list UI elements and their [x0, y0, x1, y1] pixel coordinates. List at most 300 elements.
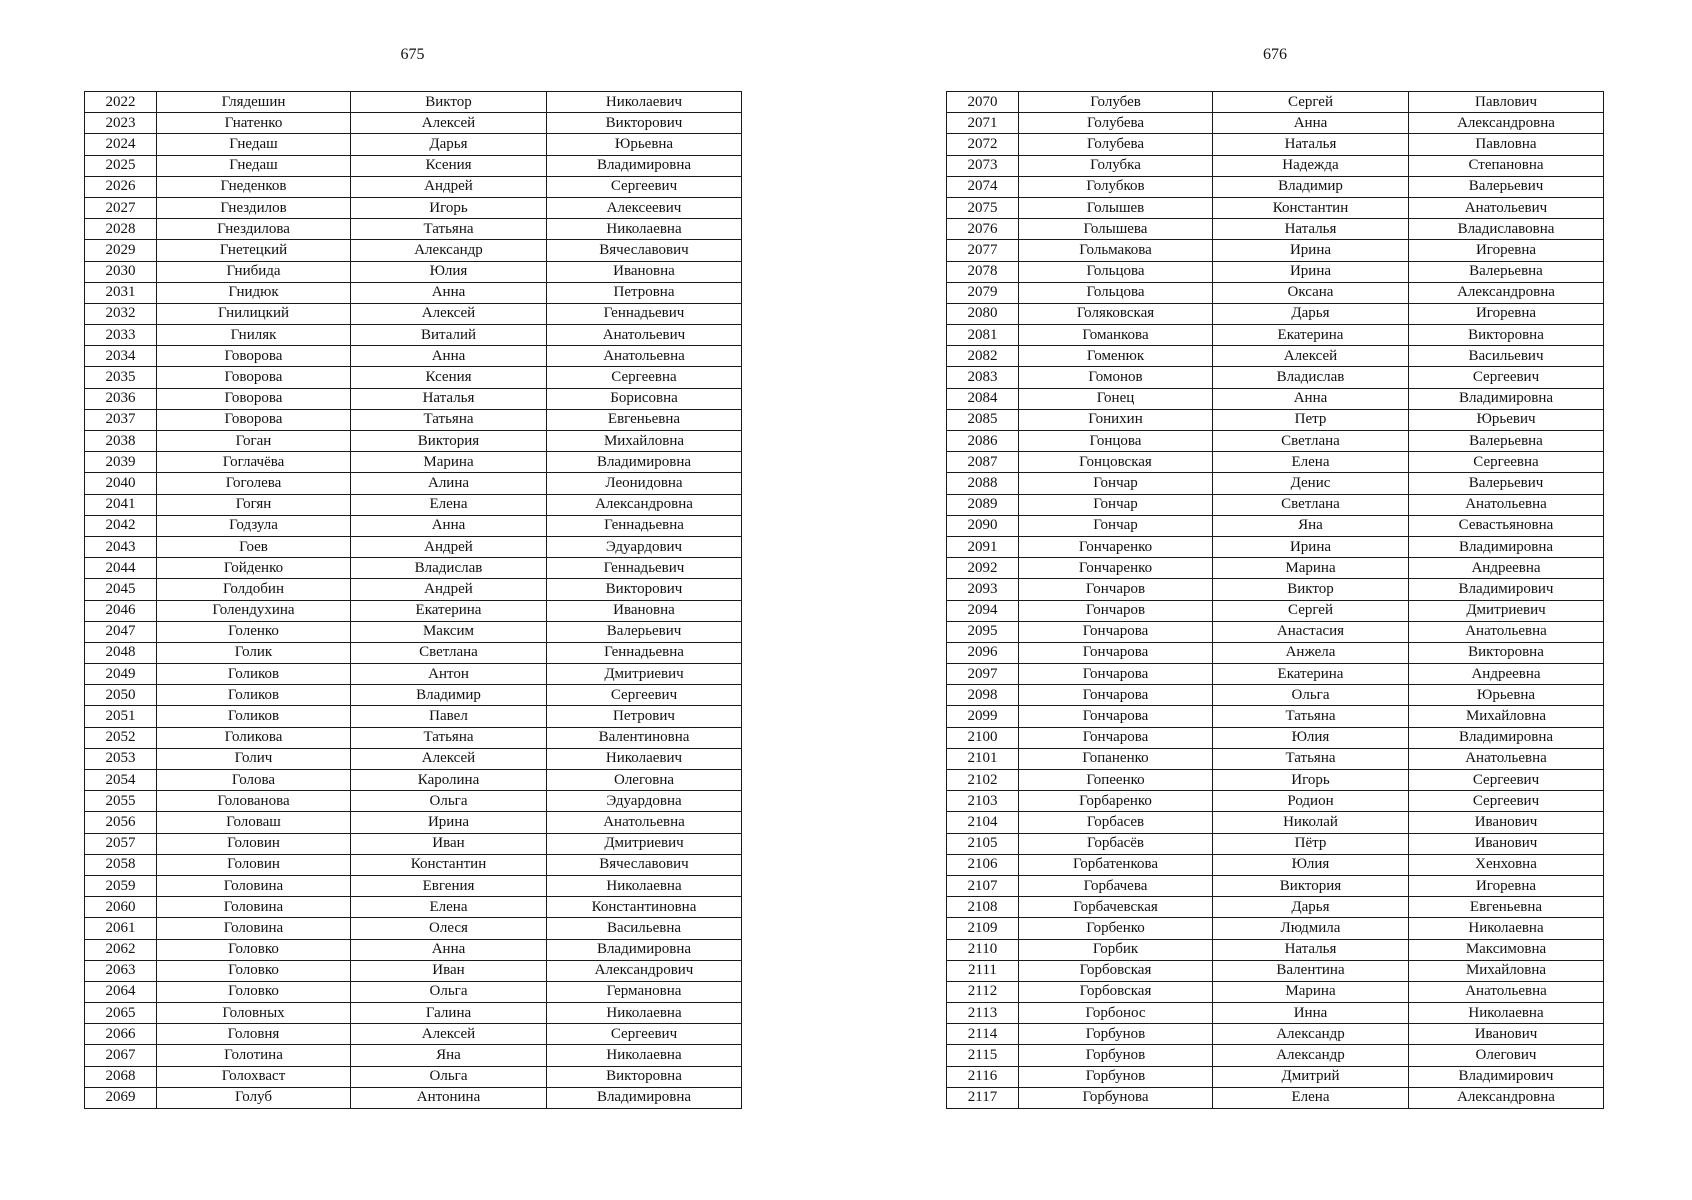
surname-cell: Голендухина — [157, 600, 351, 621]
table-row — [85, 579, 742, 600]
table-row — [85, 473, 742, 494]
table-row — [947, 706, 1604, 727]
table-row — [947, 113, 1604, 134]
table-row — [85, 240, 742, 261]
table-row — [85, 854, 742, 875]
row-number-cell: 2049 — [85, 664, 157, 685]
row-number-cell: 2045 — [85, 579, 157, 600]
patronymic-cell: Игоревна — [1409, 875, 1604, 896]
table-row — [85, 388, 742, 409]
roster-body-left — [85, 92, 742, 1109]
surname-cell: Гончаров — [1019, 600, 1213, 621]
first-name-cell: Родион — [1213, 791, 1409, 812]
surname-cell: Гольцова — [1019, 261, 1213, 282]
patronymic-cell: Владимировна — [1409, 727, 1604, 748]
surname-cell: Гончаренко — [1019, 558, 1213, 579]
surname-cell: Гниляк — [157, 325, 351, 346]
patronymic-cell: Владимирович — [1409, 1066, 1604, 1087]
surname-cell: Гнездилов — [157, 197, 351, 218]
surname-cell: Гнатенко — [157, 113, 351, 134]
surname-cell: Головко — [157, 981, 351, 1002]
patronymic-cell: Олеговна — [547, 770, 742, 791]
row-number-cell: 2067 — [85, 1045, 157, 1066]
patronymic-cell: Сергеевич — [1409, 791, 1604, 812]
patronymic-cell: Евгеньевна — [1409, 897, 1604, 918]
surname-cell: Горбовская — [1019, 960, 1213, 981]
table-row — [947, 770, 1604, 791]
surname-cell: Гончар — [1019, 473, 1213, 494]
row-number-cell: 2088 — [947, 473, 1019, 494]
surname-cell: Голубев — [1019, 92, 1213, 113]
row-number-cell: 2081 — [947, 325, 1019, 346]
first-name-cell: Виктория — [1213, 875, 1409, 896]
table-row — [85, 770, 742, 791]
row-number-cell: 2076 — [947, 219, 1019, 240]
first-name-cell: Игорь — [351, 197, 547, 218]
row-number-cell: 2027 — [85, 197, 157, 218]
patronymic-cell: Геннадьевна — [547, 515, 742, 536]
row-number-cell: 2064 — [85, 981, 157, 1002]
patronymic-cell: Степановна — [1409, 155, 1604, 176]
patronymic-cell: Геннадьевна — [547, 642, 742, 663]
row-number-cell: 2040 — [85, 473, 157, 494]
surname-cell: Гнедаш — [157, 155, 351, 176]
surname-cell: Головко — [157, 960, 351, 981]
row-number-cell: 2023 — [85, 113, 157, 134]
surname-cell: Головаш — [157, 812, 351, 833]
table-row — [85, 960, 742, 981]
patronymic-cell: Николаевна — [547, 875, 742, 896]
first-name-cell: Яна — [1213, 515, 1409, 536]
surname-cell: Голдобин — [157, 579, 351, 600]
first-name-cell: Ольга — [351, 1066, 547, 1087]
surname-cell: Горбонос — [1019, 1003, 1213, 1024]
patronymic-cell: Эдуардович — [547, 536, 742, 557]
surname-cell: Гойденко — [157, 558, 351, 579]
table-row — [85, 727, 742, 748]
table-row — [85, 642, 742, 663]
first-name-cell: Евгения — [351, 875, 547, 896]
first-name-cell: Оксана — [1213, 282, 1409, 303]
table-row — [85, 409, 742, 430]
first-name-cell: Виктория — [351, 431, 547, 452]
surname-cell: Гопаненко — [1019, 748, 1213, 769]
first-name-cell: Виталий — [351, 325, 547, 346]
row-number-cell: 2029 — [85, 240, 157, 261]
row-number-cell: 2090 — [947, 515, 1019, 536]
patronymic-cell: Ивановна — [547, 600, 742, 621]
first-name-cell: Инна — [1213, 1003, 1409, 1024]
first-name-cell: Владимир — [1213, 176, 1409, 197]
row-number-cell: 2043 — [85, 536, 157, 557]
page-number-right: 676 — [1263, 46, 1287, 63]
table-row — [947, 346, 1604, 367]
row-number-cell: 2096 — [947, 642, 1019, 663]
first-name-cell: Ирина — [351, 812, 547, 833]
table-row — [85, 1066, 742, 1087]
surname-cell: Гончарова — [1019, 621, 1213, 642]
surname-cell: Говорова — [157, 409, 351, 430]
table-row — [85, 748, 742, 769]
surname-cell: Гогян — [157, 494, 351, 515]
patronymic-cell: Анатольевна — [547, 346, 742, 367]
surname-cell: Говорова — [157, 367, 351, 388]
row-number-cell: 2113 — [947, 1003, 1019, 1024]
first-name-cell: Павел — [351, 706, 547, 727]
surname-cell: Гоманкова — [1019, 325, 1213, 346]
table-row — [947, 1066, 1604, 1087]
row-number-cell: 2103 — [947, 791, 1019, 812]
table-row — [947, 918, 1604, 939]
table-row — [947, 1024, 1604, 1045]
first-name-cell: Екатерина — [351, 600, 547, 621]
surname-cell: Горбик — [1019, 939, 1213, 960]
surname-cell: Голич — [157, 748, 351, 769]
surname-cell: Горбачевская — [1019, 897, 1213, 918]
table-row — [947, 261, 1604, 282]
surname-cell: Гнездилова — [157, 219, 351, 240]
first-name-cell: Николай — [1213, 812, 1409, 833]
first-name-cell: Ирина — [1213, 536, 1409, 557]
table-row — [85, 452, 742, 473]
row-number-cell: 2094 — [947, 600, 1019, 621]
first-name-cell: Марина — [351, 452, 547, 473]
row-number-cell: 2106 — [947, 854, 1019, 875]
surname-cell: Гончарова — [1019, 642, 1213, 663]
first-name-cell: Татьяна — [351, 219, 547, 240]
patronymic-cell: Эдуардовна — [547, 791, 742, 812]
first-name-cell: Андрей — [351, 536, 547, 557]
patronymic-cell: Петрович — [547, 706, 742, 727]
surname-cell: Голиков — [157, 706, 351, 727]
table-row — [85, 92, 742, 113]
row-number-cell: 2087 — [947, 452, 1019, 473]
patronymic-cell: Васильевич — [1409, 346, 1604, 367]
surname-cell: Гончаров — [1019, 579, 1213, 600]
table-row — [947, 515, 1604, 536]
patronymic-cell: Валентиновна — [547, 727, 742, 748]
surname-cell: Головко — [157, 939, 351, 960]
row-number-cell: 2044 — [85, 558, 157, 579]
patronymic-cell: Александровна — [1409, 282, 1604, 303]
row-number-cell: 2093 — [947, 579, 1019, 600]
first-name-cell: Денис — [1213, 473, 1409, 494]
table-row — [947, 897, 1604, 918]
surname-cell: Годзула — [157, 515, 351, 536]
table-row — [947, 664, 1604, 685]
row-number-cell: 2114 — [947, 1024, 1019, 1045]
first-name-cell: Елена — [351, 494, 547, 515]
surname-cell: Головин — [157, 833, 351, 854]
patronymic-cell: Евгеньевна — [547, 409, 742, 430]
patronymic-cell: Севастьяновна — [1409, 515, 1604, 536]
row-number-cell: 2078 — [947, 261, 1019, 282]
patronymic-cell: Андреевна — [1409, 664, 1604, 685]
patronymic-cell: Михайловна — [1409, 706, 1604, 727]
surname-cell: Гоев — [157, 536, 351, 557]
first-name-cell: Наталья — [1213, 134, 1409, 155]
surname-cell: Гонцова — [1019, 431, 1213, 452]
patronymic-cell: Борисовна — [547, 388, 742, 409]
surname-cell: Головных — [157, 1003, 351, 1024]
table-row — [947, 727, 1604, 748]
row-number-cell: 2085 — [947, 409, 1019, 430]
first-name-cell: Виктор — [351, 92, 547, 113]
surname-cell: Голиков — [157, 685, 351, 706]
surname-cell: Гопеенко — [1019, 770, 1213, 791]
patronymic-cell: Владиславовна — [1409, 219, 1604, 240]
row-number-cell: 2097 — [947, 664, 1019, 685]
patronymic-cell: Петровна — [547, 282, 742, 303]
row-number-cell: 2056 — [85, 812, 157, 833]
table-row — [85, 685, 742, 706]
table-row — [947, 1045, 1604, 1066]
surname-cell: Голова — [157, 770, 351, 791]
row-number-cell: 2042 — [85, 515, 157, 536]
table-row — [85, 600, 742, 621]
patronymic-cell: Васильевна — [547, 918, 742, 939]
patronymic-cell: Владимировна — [1409, 388, 1604, 409]
first-name-cell: Екатерина — [1213, 325, 1409, 346]
row-number-cell: 2117 — [947, 1087, 1019, 1108]
row-number-cell: 2055 — [85, 791, 157, 812]
surname-cell: Гончарова — [1019, 685, 1213, 706]
row-number-cell: 2037 — [85, 409, 157, 430]
row-number-cell: 2100 — [947, 727, 1019, 748]
patronymic-cell: Викторович — [547, 579, 742, 600]
patronymic-cell: Анатольевна — [1409, 494, 1604, 515]
row-number-cell: 2034 — [85, 346, 157, 367]
table-row — [947, 791, 1604, 812]
table-row — [85, 918, 742, 939]
surname-cell: Гончарова — [1019, 664, 1213, 685]
table-row — [947, 642, 1604, 663]
row-number-cell: 2071 — [947, 113, 1019, 134]
table-row — [947, 219, 1604, 240]
patronymic-cell: Иванович — [1409, 833, 1604, 854]
row-number-cell: 2099 — [947, 706, 1019, 727]
surname-cell: Гоглачёва — [157, 452, 351, 473]
row-number-cell: 2095 — [947, 621, 1019, 642]
row-number-cell: 2072 — [947, 134, 1019, 155]
table-row — [85, 134, 742, 155]
row-number-cell: 2053 — [85, 748, 157, 769]
row-number-cell: 2104 — [947, 812, 1019, 833]
first-name-cell: Юлия — [351, 261, 547, 282]
patronymic-cell: Валерьевич — [1409, 176, 1604, 197]
table-row — [947, 854, 1604, 875]
surname-cell: Гнедаш — [157, 134, 351, 155]
table-row — [947, 494, 1604, 515]
table-row — [85, 621, 742, 642]
table-row — [947, 92, 1604, 113]
row-number-cell: 2084 — [947, 388, 1019, 409]
table-row — [947, 388, 1604, 409]
patronymic-cell: Павлович — [1409, 92, 1604, 113]
row-number-cell: 2032 — [85, 303, 157, 324]
table-row — [947, 939, 1604, 960]
row-number-cell: 2065 — [85, 1003, 157, 1024]
row-number-cell: 2092 — [947, 558, 1019, 579]
row-number-cell: 2024 — [85, 134, 157, 155]
row-number-cell: 2110 — [947, 939, 1019, 960]
first-name-cell: Дмитрий — [1213, 1066, 1409, 1087]
table-row — [85, 431, 742, 452]
first-name-cell: Анастасия — [1213, 621, 1409, 642]
patronymic-cell: Леонидовна — [547, 473, 742, 494]
first-name-cell: Алексей — [351, 1024, 547, 1045]
table-row — [85, 261, 742, 282]
row-number-cell: 2108 — [947, 897, 1019, 918]
row-number-cell: 2091 — [947, 536, 1019, 557]
row-number-cell: 2028 — [85, 219, 157, 240]
surname-cell: Горбасев — [1019, 812, 1213, 833]
patronymic-cell: Михайловна — [547, 431, 742, 452]
row-number-cell: 2098 — [947, 685, 1019, 706]
first-name-cell: Алексей — [1213, 346, 1409, 367]
table-row — [85, 176, 742, 197]
patronymic-cell: Владимировна — [547, 155, 742, 176]
patronymic-cell: Николаевна — [547, 1045, 742, 1066]
table-row — [85, 494, 742, 515]
surname-cell: Гоголева — [157, 473, 351, 494]
patronymic-cell: Михайловна — [1409, 960, 1604, 981]
patronymic-cell: Александровна — [1409, 113, 1604, 134]
first-name-cell: Наталья — [1213, 939, 1409, 960]
surname-cell: Горбовская — [1019, 981, 1213, 1002]
patronymic-cell: Максимовна — [1409, 939, 1604, 960]
patronymic-cell: Вячеславович — [547, 854, 742, 875]
patronymic-cell: Иванович — [1409, 812, 1604, 833]
row-number-cell: 2022 — [85, 92, 157, 113]
first-name-cell: Максим — [351, 621, 547, 642]
patronymic-cell: Сергеевна — [1409, 452, 1604, 473]
row-number-cell: 2062 — [85, 939, 157, 960]
table-row — [85, 303, 742, 324]
row-number-cell: 2083 — [947, 367, 1019, 388]
surname-cell: Голованова — [157, 791, 351, 812]
patronymic-cell: Викторовна — [1409, 642, 1604, 663]
table-row — [85, 875, 742, 896]
first-name-cell: Иван — [351, 833, 547, 854]
table-row — [85, 981, 742, 1002]
first-name-cell: Владимир — [351, 685, 547, 706]
first-name-cell: Александр — [351, 240, 547, 261]
patronymic-cell: Валерьевна — [1409, 431, 1604, 452]
patronymic-cell: Анатольевна — [1409, 748, 1604, 769]
patronymic-cell: Валерьевич — [547, 621, 742, 642]
table-row — [85, 1045, 742, 1066]
surname-cell: Голик — [157, 642, 351, 663]
surname-cell: Голубева — [1019, 134, 1213, 155]
patronymic-cell: Николаевич — [547, 748, 742, 769]
patronymic-cell: Николаевна — [547, 1003, 742, 1024]
row-number-cell: 2089 — [947, 494, 1019, 515]
table-row — [947, 473, 1604, 494]
row-number-cell: 2115 — [947, 1045, 1019, 1066]
table-row — [947, 176, 1604, 197]
surname-cell: Голенко — [157, 621, 351, 642]
patronymic-cell: Николаевна — [547, 219, 742, 240]
table-row — [947, 960, 1604, 981]
first-name-cell: Юлия — [1213, 727, 1409, 748]
surname-cell: Горбенко — [1019, 918, 1213, 939]
patronymic-cell: Ивановна — [547, 261, 742, 282]
row-number-cell: 2105 — [947, 833, 1019, 854]
surname-cell: Головня — [157, 1024, 351, 1045]
table-row — [947, 240, 1604, 261]
first-name-cell: Иван — [351, 960, 547, 981]
patronymic-cell: Павловна — [1409, 134, 1604, 155]
surname-cell: Гнибида — [157, 261, 351, 282]
patronymic-cell: Николаевна — [1409, 918, 1604, 939]
table-row — [85, 664, 742, 685]
row-number-cell: 2048 — [85, 642, 157, 663]
surname-cell: Гнеденков — [157, 176, 351, 197]
table-row — [947, 325, 1604, 346]
row-number-cell: 2086 — [947, 431, 1019, 452]
table-row — [947, 685, 1604, 706]
row-number-cell: 2051 — [85, 706, 157, 727]
row-number-cell: 2061 — [85, 918, 157, 939]
table-row — [85, 367, 742, 388]
patronymic-cell: Анатольевна — [1409, 621, 1604, 642]
row-number-cell: 2041 — [85, 494, 157, 515]
first-name-cell: Анна — [351, 939, 547, 960]
row-number-cell: 2102 — [947, 770, 1019, 791]
patronymic-cell: Анатольевна — [547, 812, 742, 833]
surname-cell: Гольмакова — [1019, 240, 1213, 261]
row-number-cell: 2066 — [85, 1024, 157, 1045]
surname-cell: Гончарова — [1019, 706, 1213, 727]
first-name-cell: Валентина — [1213, 960, 1409, 981]
patronymic-cell: Николаевна — [1409, 1003, 1604, 1024]
first-name-cell: Сергей — [1213, 92, 1409, 113]
table-row — [947, 536, 1604, 557]
table-row — [85, 833, 742, 854]
patronymic-cell: Владимирович — [1409, 579, 1604, 600]
table-row — [85, 219, 742, 240]
roster-body-right — [947, 92, 1604, 1109]
first-name-cell: Владислав — [351, 558, 547, 579]
row-number-cell: 2080 — [947, 303, 1019, 324]
table-row — [85, 558, 742, 579]
patronymic-cell: Константиновна — [547, 897, 742, 918]
first-name-cell: Виктор — [1213, 579, 1409, 600]
first-name-cell: Елена — [351, 897, 547, 918]
first-name-cell: Константин — [351, 854, 547, 875]
patronymic-cell: Вячеславович — [547, 240, 742, 261]
patronymic-cell: Сергеевич — [547, 685, 742, 706]
row-number-cell: 2035 — [85, 367, 157, 388]
first-name-cell: Анна — [351, 282, 547, 303]
table-row — [947, 197, 1604, 218]
table-row — [85, 1087, 742, 1108]
patronymic-cell: Олегович — [1409, 1045, 1604, 1066]
surname-cell: Голышев — [1019, 197, 1213, 218]
patronymic-cell: Хенховна — [1409, 854, 1604, 875]
surname-cell: Голубева — [1019, 113, 1213, 134]
first-name-cell: Анна — [351, 346, 547, 367]
surname-cell: Гонихин — [1019, 409, 1213, 430]
patronymic-cell: Сергеевич — [1409, 367, 1604, 388]
table-row — [947, 981, 1604, 1002]
first-name-cell: Дарья — [351, 134, 547, 155]
first-name-cell: Татьяна — [1213, 706, 1409, 727]
table-row — [85, 1024, 742, 1045]
surname-cell: Голохваст — [157, 1066, 351, 1087]
row-number-cell: 2030 — [85, 261, 157, 282]
